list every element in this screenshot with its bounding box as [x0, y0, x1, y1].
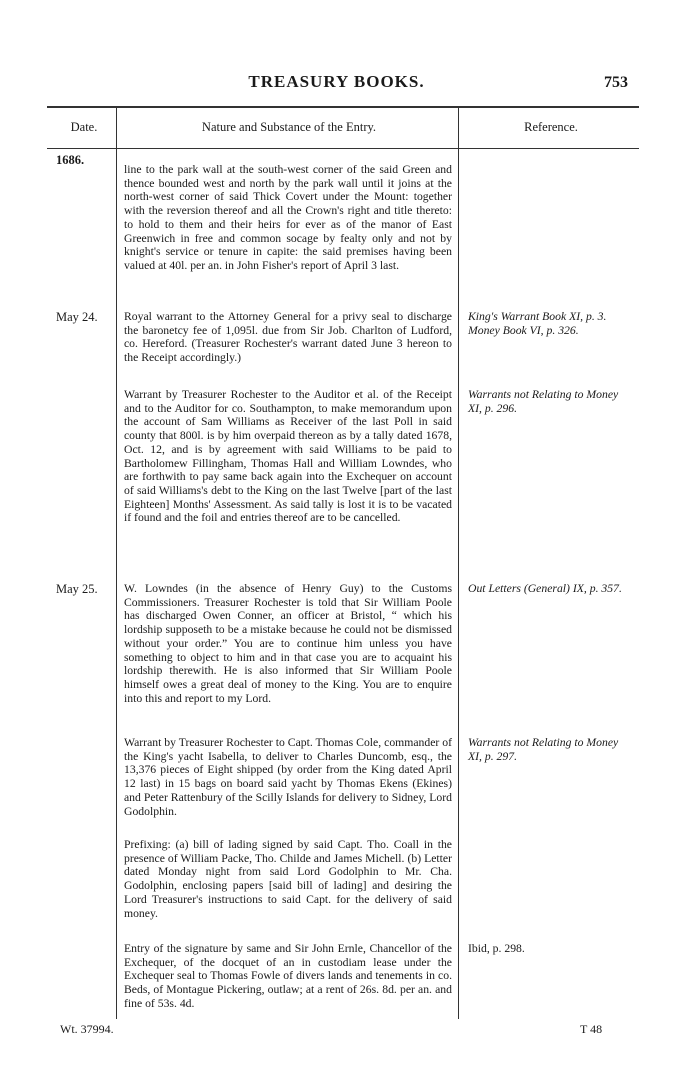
- entry-text: line to the park wall at the south-west corner of the said Green and thence bounded west and north by the park wall until it joins at the north-west corner of said Thick Covert under the Mount: together with the reversion thereof and all the Crown's right and title thereto: to hold to them and their heirs for ever as of the manor of East Greenwich in free and common socage by fealty only and not by knight's service or tenure in capite: the said premises having been valued at 40l. per an. in John Fisher's report of April 3 last.: [124, 163, 452, 272]
- entry-text: Entry of the signature by same and Sir John Ernle, Chancellor of the Exchequer, of the docquet of an in custodiam lease under the Exchequer seal to Thomas Fowle of divers lands and tenements in co. Beds, of Montague Pickering, outlaw; at a rent of 26s. 8d. per an. and fine of 53s. 4d.: [124, 942, 452, 1010]
- footer-print-code: Wt. 37994.: [60, 1022, 114, 1036]
- year-label: 1686.: [56, 153, 85, 167]
- page-number: 753: [604, 74, 628, 91]
- entry-text: Royal warrant to the Attorney General for a privy seal to discharge the baronetcy fee of 1,095l. due from Sir Job. Charlton of Ludford, co. Hereford. (Treasurer Rochester's warrant dated June 3 hereon to the Receipt accordingly.): [124, 310, 452, 365]
- entry-text: Warrant by Treasurer Rochester to the Auditor et al. of the Receipt and to the Auditor for co. Southampton, to make memorandum upon the account of Sam Williams as Receiver of the last Poll in said county that 800l. is by him overpaid thereon as by a tally dated 1678, Oct. 12, and is by agreement with said Williams to be paid to Bartholomew Fillingham, Thomas Hall and William Lowndes, who are forthwith to pay same back again into the Exchequer on account of said Williams's debt to the King on the last Twelve [part of the last Eighteen] Months' Assessment. As said tally is lost it is to be vacated if found and the foil and entries thereof are to be cancelled.: [124, 388, 452, 525]
- footer-signature-mark: T 48: [580, 1022, 603, 1036]
- entry-text: Warrant by Treasurer Rochester to Capt. Thomas Cole, commander of the King's yacht Isabella, to deliver to Charles Duncomb, esq., the 13,376 pieces of Eight shipped (by order from the King dated April 12 last) in 15 bags on board said yacht by Thomas Ekens (Ekines) and Peter Rattenbury of the Scilly Islands for delivery to Sidney, Lord Godolphin.: [124, 736, 452, 818]
- table-top-rule: [47, 106, 639, 108]
- column-header-reference: Reference.: [524, 120, 578, 134]
- entry-date: May 25.: [56, 582, 98, 596]
- entry-reference: Ibid, p. 298.: [468, 942, 525, 955]
- column-divider-right: [458, 106, 459, 1019]
- entry-reference: Warrants not Relating to Money XI, p. 296.: [468, 388, 619, 415]
- entry-text: W. Lowndes (in the absence of Henry Guy) to the Customs Commissioners. Treasurer Rochester is told that Sir William Poole has discharged Owen Conner, an officer at Bristol, “ which his lordship supposeth to be a mistake because he could not be dismissed without your order.” You are to continue him unless you have something to object to him and in that case you are to acquaint his lordship therewith. He is also informed that Sir William Poole himself owes a great deal of money to the King. You are to enquire into this and report to my Lord.: [124, 582, 452, 705]
- page-title: TREASURY BOOKS.: [248, 72, 425, 91]
- entry-prefixing: Prefixing: (a) bill of lading signed by said Capt. Tho. Coall in the presence of William Packe, Tho. Childe and James Michell. (b) Letter dated Monday night from said Lord Godolphin to Mr. Cha. Godolphin, enclosing papers [said bill of lading] and desiring the Lord Treasurer's instructions to said Capt. for the delivery of said money.: [124, 838, 452, 920]
- column-header-nature: Nature and Substance of the Entry.: [201, 120, 377, 134]
- column-divider-left: [116, 106, 117, 1019]
- entry-reference: Out Letters (General) IX, p. 357.: [468, 582, 622, 595]
- entry-reference: Warrants not Relating to Money XI, p. 297.: [468, 736, 619, 763]
- table-header-rule: [47, 148, 639, 149]
- entry-reference: King's Warrant Book XI, p. 3. Money Book VI, p. 326.: [468, 310, 607, 337]
- entry-date: May 24.: [56, 310, 98, 324]
- column-header-date: Date.: [70, 120, 98, 134]
